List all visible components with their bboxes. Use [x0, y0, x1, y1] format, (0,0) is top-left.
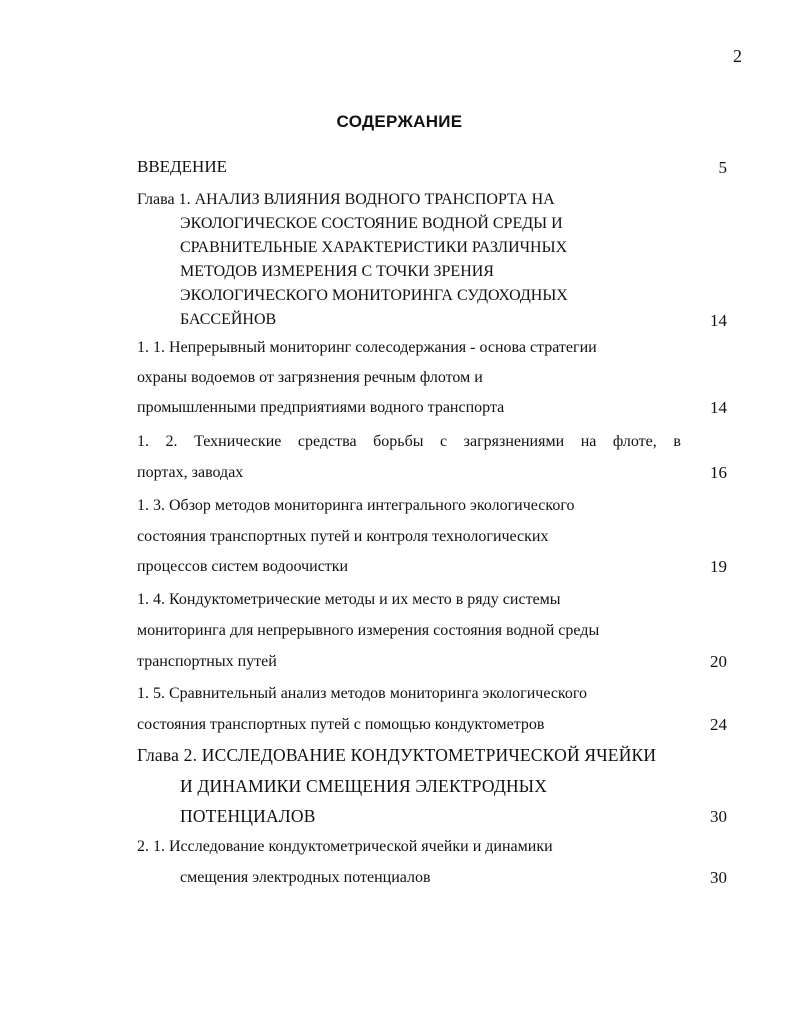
toc-2-1-line: 2. 1. Исследование кондуктометрической ячейки и динамики [137, 838, 553, 855]
toc-ch1-page: 14 [710, 311, 727, 330]
toc-ch2-line: ПОТЕНЦИАЛОВ [180, 806, 316, 826]
toc-intro-page: 5 [718, 158, 727, 177]
toc-1-2-word: борьбы [373, 433, 424, 450]
page-title: СОДЕРЖАНИЕ [336, 112, 463, 131]
toc-1-4-line: 1. 4. Кондуктометрические методы и их место в ряду системы [137, 591, 561, 608]
toc-1-1-line: охраны водоемов от загрязнения речным флотом и [137, 369, 483, 386]
toc-1-5-page: 24 [710, 715, 727, 734]
toc-1-3-line: 1. 3. Обзор методов мониторинга интегрального экологического [137, 497, 575, 514]
toc-intro-label: ВВЕДЕНИЕ [137, 157, 227, 176]
toc-ch2-line: И ДИНАМИКИ СМЕЩЕНИЯ ЭЛЕКТРОДНЫХ [180, 776, 548, 796]
toc-1-4-line: мониторинга для непрерывного измерения состояния водной среды [137, 622, 600, 639]
toc-ch1-line: ЭКОЛОГИЧЕСКОГО МОНИТОРИНГА СУДОХОДНЫХ [180, 287, 568, 304]
toc-1-3-line: процессов систем водоочистки [137, 558, 349, 575]
toc-1-2-word: в [673, 433, 681, 450]
toc-1-2-line [137, 432, 681, 452]
toc-ch1-line: СРАВНИТЕЛЬНЫЕ ХАРАКТЕРИСТИКИ РАЗЛИЧНЫХ [180, 239, 568, 256]
toc-1-2-word: на [580, 433, 597, 450]
toc-1-2-line: портах, заводах [137, 464, 244, 481]
page-number: 2 [733, 46, 742, 66]
toc-2-1-line: смещения электродных потенциалов [180, 869, 431, 886]
toc-1-4-page: 20 [710, 652, 727, 671]
toc-1-3-page: 19 [710, 557, 727, 576]
toc-1-2-word: 1. [137, 433, 149, 450]
toc-1-2-word: средства [297, 433, 357, 450]
toc-2-1-page: 30 [710, 868, 727, 887]
toc-1-4-line: транспортных путей [137, 653, 277, 670]
toc-ch2-line: Глава 2. ИССЛЕДОВАНИЕ КОНДУКТОМЕТРИЧЕСКОЙ ЯЧЕЙКИ [137, 745, 657, 765]
toc-1-3-line: состояния транспортных путей и контроля технологических [137, 528, 549, 545]
toc-1-1-page: 14 [710, 398, 727, 417]
toc-1-2-page: 16 [710, 463, 727, 482]
toc-1-2-word: Технические [194, 433, 282, 450]
toc-1-2-word: 2. [165, 433, 178, 450]
toc-ch2-page: 30 [710, 807, 727, 826]
toc-1-5-line: 1. 5. Сравнительный анализ методов мониторинга экологического [137, 685, 588, 702]
toc-1-2-word: с [440, 433, 448, 450]
toc-1-5-line: состояния транспортных путей с помощью кондуктометров [137, 716, 545, 733]
toc-1-1-line: 1. 1. Непрерывный мониторинг солесодержания - основа стратегии [137, 339, 597, 356]
toc-ch1-line: ЭКОЛОГИЧЕСКОЕ СОСТОЯНИЕ ВОДНОЙ СРЕДЫ И [180, 215, 563, 232]
toc-1-2-word: флоте, [612, 433, 657, 450]
toc-ch1-line: Глава 1. АНАЛИЗ ВЛИЯНИЯ ВОДНОГО ТРАНСПОРТА НА [137, 191, 555, 208]
toc-1-1-line: промышленными предприятиями водного транспорта [137, 399, 505, 416]
toc-1-2-word: загрязнениями [463, 433, 565, 450]
toc-ch1-line: БАССЕЙНОВ [180, 311, 277, 328]
toc-ch1-line: МЕТОДОВ ИЗМЕРЕНИЯ С ТОЧКИ ЗРЕНИЯ [180, 263, 494, 280]
